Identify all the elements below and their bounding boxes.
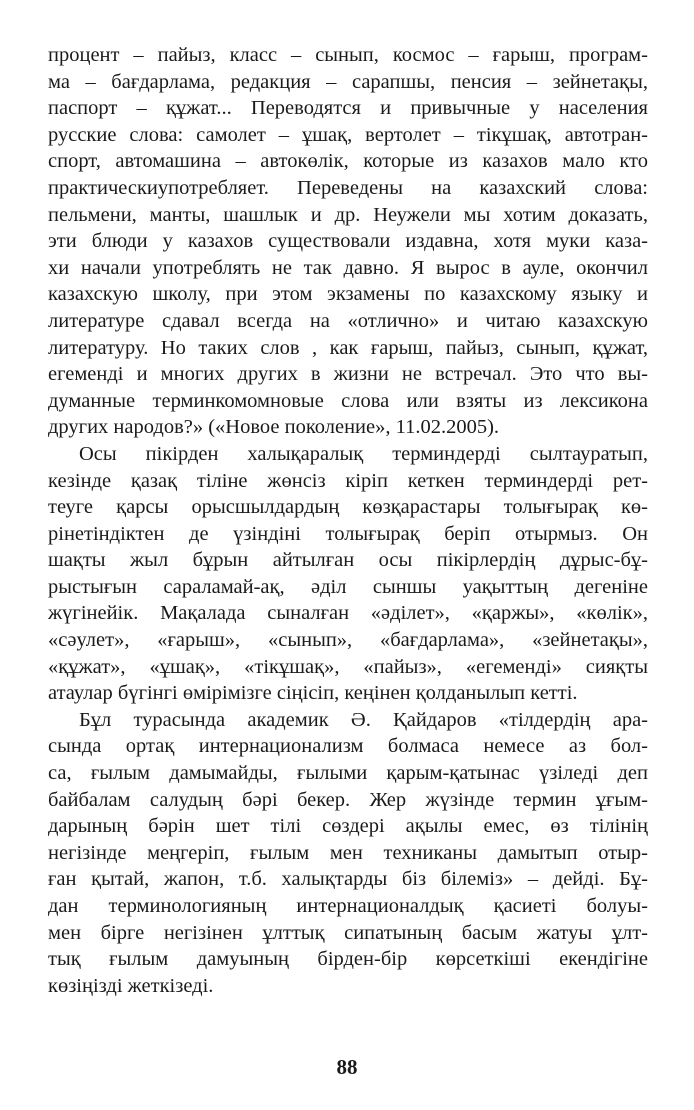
text-line: жүгінейік. Мақалада сыналған «әділет», «қаржы», «көлік», — [48, 602, 648, 625]
text-line: шақты жыл бұрын айтылған осы пікірлердің дұрыс-бұ- — [48, 549, 648, 572]
text-line: негізінде меңгеріп, ғылым мен техниканы дамытып отыр- — [48, 841, 648, 864]
text-line: мен бірге негізінен ұлттық сипатының басым жатуы ұлт- — [48, 921, 648, 944]
paragraph-3 — [48, 707, 648, 1000]
text-line: Осы пікірден халықаралық терминдерді сылтауратып, — [79, 442, 648, 465]
text-line: думанные терминкомомновые слова или взяты из лексикона — [48, 389, 648, 412]
text-line: эти блюди у казахов существовали издавна, хотя муки каза- — [48, 230, 648, 253]
text-line: ма – бағдарлама, редакция – сарапшы, пенсия – зейнетақы, — [48, 70, 648, 93]
text-line: егеменді и многих других в жизни не встречал. Это что вы- — [48, 363, 648, 386]
page-number: 88 — [336, 1055, 358, 1079]
page-body — [48, 42, 648, 999]
text-line: рыстығын сараламай-ақ, әділ сыншы уақыттың дегеніне — [48, 575, 648, 598]
paragraph-1 — [48, 42, 648, 441]
text-line: дарының бәрін шет тілі сөздері ақылы емес, өз тілінің — [48, 815, 648, 838]
text-line: «сәулет», «ғарыш», «сынып», «бағдарлама», «зейнетақы», — [48, 629, 648, 652]
text-line: тық ғылым дамуының бірден-бір көрсеткіші екендігіне — [48, 948, 648, 971]
text-line: рінетіндіктен де үзіндіні толығырақ беріп отырмыз. Он — [48, 522, 648, 545]
text-line: көзіңізді жеткізеді. — [48, 974, 214, 997]
text-line: практическиупотребляет. Переведены на казахский слова: — [48, 176, 648, 199]
text-line: кезінде қазақ тіліне жөнсіз кіріп кеткен терминдерді рет- — [48, 469, 648, 492]
text-line: сында ортақ интернационализм болмаса немесе аз бол- — [48, 735, 648, 758]
text-line: атаулар бүгінгі өмірімізге сіңісіп, кеңінен қолданылып кетті. — [48, 682, 578, 705]
paragraph-2 — [48, 441, 648, 707]
text-line: Бұл турасында академик Ә. Қайдаров «тілдердің ара- — [79, 708, 648, 731]
text-line: литературе сдавал всегда на «отлично» и читаю казахскую — [48, 309, 648, 332]
text-line: ған қытай, жапон, т.б. халықтарды біз білеміз» – дейді. Бұ- — [48, 868, 648, 891]
text-line: паспорт – құжат... Переводятся и привычные у населения — [48, 97, 648, 120]
text-line: байбалам салудың бәрі бекер. Жер жүзінде термин ұғым- — [48, 788, 648, 811]
text-line: дан терминологияның интернационалдық қасиеті болуы- — [48, 895, 648, 917]
text-line: процент – пайыз, класс – сынып, космос – ғарыш, програм- — [48, 44, 648, 66]
text-line: казахскую школу, при этом экзамены по казахскому языку и — [48, 283, 648, 306]
text-line: са, ғылым дамымайды, ғылыми қарым-қатынас үзіледі деп — [48, 762, 648, 785]
text-line: пельмени, манты, шашлык и др. Неужели мы хотим доказать, — [48, 203, 648, 226]
text-line: русские слова: самолет – ұшақ, вертолет – тікұшақ, автотран- — [48, 123, 648, 146]
text-line: других народов?» («Новое поколение», 11.02.2005). — [48, 416, 500, 439]
text-line: литературу. Но таких слов , как ғарыш, пайыз, сынып, құжат, — [48, 336, 648, 359]
text-line: спорт, автомашина – автокөлік, которые из казахов мало кто — [48, 150, 648, 173]
text-line: хи начали употреблять не так давно. Я вырос в ауле, окончил — [48, 256, 648, 279]
text-line: теуге қарсы орысшылдардың көзқарастары толығырақ кө- — [48, 496, 648, 519]
text-line: «құжат», «ұшақ», «тікұшақ», «пайыз», «егеменді» сияқты — [48, 655, 648, 678]
